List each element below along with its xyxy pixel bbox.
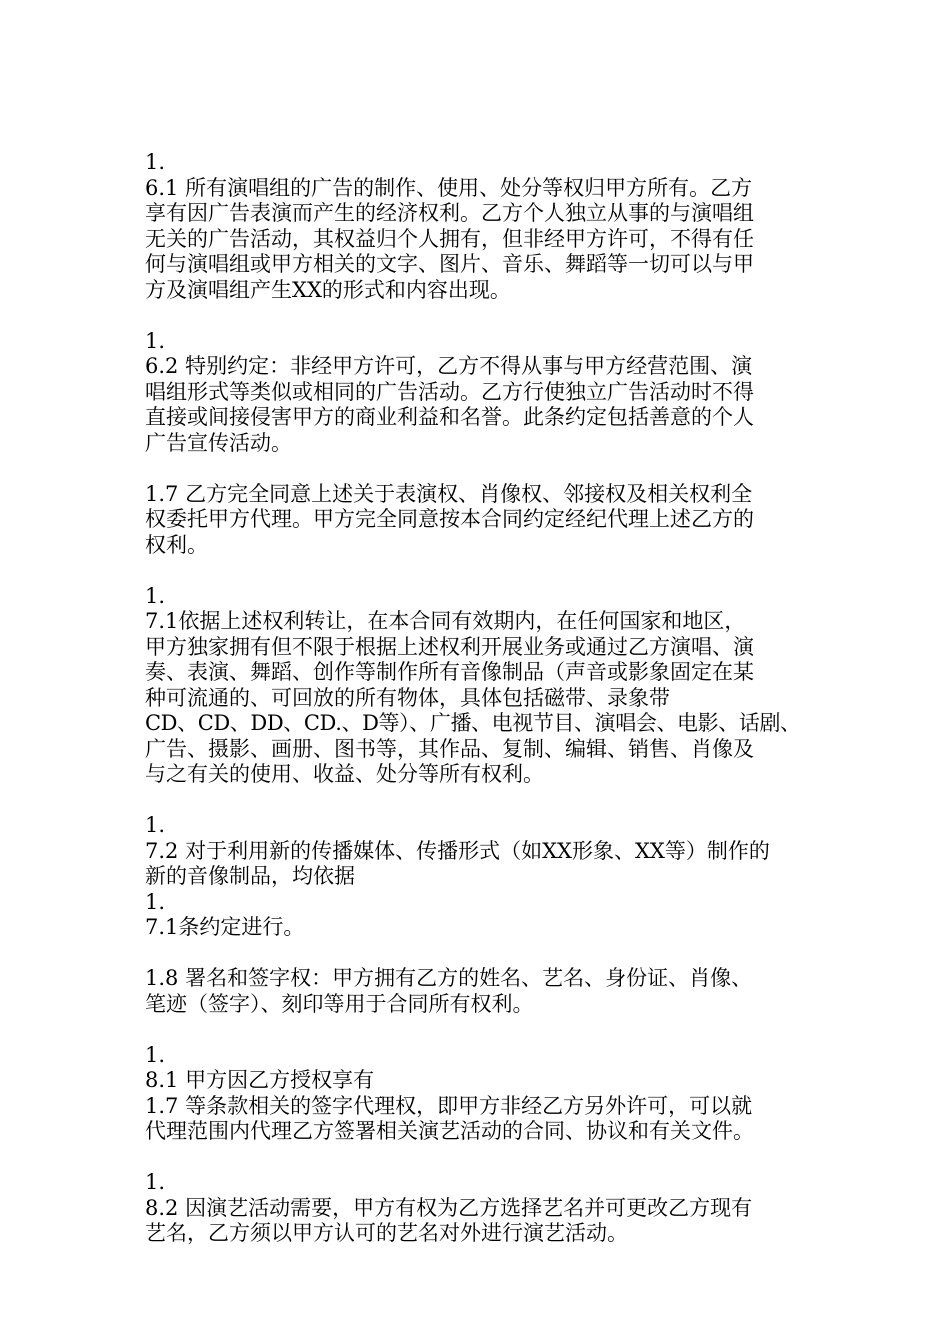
text-line: 唱组形式等类似或相同的广告活动。乙方行使独立广告活动时不得 [145,379,754,404]
document-body [145,150,810,1272]
clause-8-2 [145,1170,810,1247]
text-line: 奏、表演、舞蹈、创作等制作所有音像制品（声音或影象固定在某 [145,660,754,684]
text-line: 8.1 甲方因乙方授权享有 [145,1068,375,1092]
text-line: 1.8 署名和签字权：甲方拥有乙方的姓名、艺名、身份证、肖像、 [145,966,753,990]
text-line: 无关的广告活动，其权益归个人拥有，但非经甲方许可，不得有任 [145,226,754,251]
text-line: 6.1 所有演唱组的广告的制作、使用、处分等权归甲方所有。乙方 [145,175,753,200]
text-line: 1. [145,813,166,837]
clause-7-1 [145,584,810,788]
text-line: 直接或间接侵害甲方的商业利益和名誉。此条约定包括善意的个人 [145,405,754,429]
text-line: 1. [145,1170,166,1194]
text-line: 方及演唱组产生XX的形式和内容出现。 [145,277,511,302]
text-line: 与之有关的使用、收益、处分等所有权利。 [145,762,544,786]
text-line: 艺名，乙方须以甲方认可的艺名对外进行演艺活动。 [145,1221,628,1245]
text-line: 1. [145,328,166,353]
text-line: 8.2 因演艺活动需要，甲方有权为乙方选择艺名并可更改乙方现有 [145,1195,753,1220]
text-line: 权利。 [145,532,208,557]
text-line: 6.2 特别约定：非经甲方许可，乙方不得从事与甲方经营范围、演 [145,354,753,378]
text-line: 广告宣传活动。 [145,430,292,455]
text-line: 1. [145,889,166,914]
text-line: 7.2 对于利用新的传播媒体、传播形式（如XX形象、XX等）制作的 [145,838,770,863]
text-line: 7.1条约定进行。 [145,915,305,939]
text-line: 1.7 等条款相关的签字代理权，即甲方非经乙方另外许可，可以就 [145,1093,753,1118]
text-line: 权委托甲方代理。甲方完全同意按本合同约定经纪代理上述乙方的 [145,507,754,531]
text-line: 代理范围内代理乙方签署相关演艺活动的合同、协议和有关文件。 [145,1119,754,1143]
clause-1-7 [145,482,810,559]
text-line: 广告、摄影、画册、图书等，其作品、复制、编辑、销售、肖像及 [145,736,754,761]
text-line: 1.7 乙方完全同意上述关于表演权、肖像权、邻接权及相关权利全 [145,481,753,506]
text-line: 1. [145,1042,166,1067]
clause-6-2 [145,329,810,457]
clause-7-2 [145,813,810,941]
text-line: 1. [145,583,166,608]
clause-6-1 [145,150,810,303]
text-line: 1. [145,150,166,174]
text-line: CD、CD、DD、CD.、D等）、广播、电视节目、演唱会、电影、话剧、 [145,711,801,735]
text-line: 种可流通的、可回放的所有物体，具体包括磁带、录象带 [145,685,670,710]
clause-1-8 [145,966,810,1017]
text-line: 甲方独家拥有但不限于根据上述权利开展业务或通过乙方演唱、演 [145,634,754,659]
clause-8-1 [145,1043,810,1145]
text-line: 享有因广告表演而产生的经济权利。乙方个人独立从事的与演唱组 [145,201,754,225]
text-line: 7.1依据上述权利转让，在本合同有效期内，在任何国家和地区， [145,609,746,633]
text-line: 新的音像制品，均依据 [145,864,355,888]
text-line: 笔迹（签字）、刻印等用于合同所有权利。 [145,991,534,1016]
text-line: 何与演唱组或甲方相关的文字、图片、音乐、舞蹈等一切可以与甲 [145,252,754,276]
